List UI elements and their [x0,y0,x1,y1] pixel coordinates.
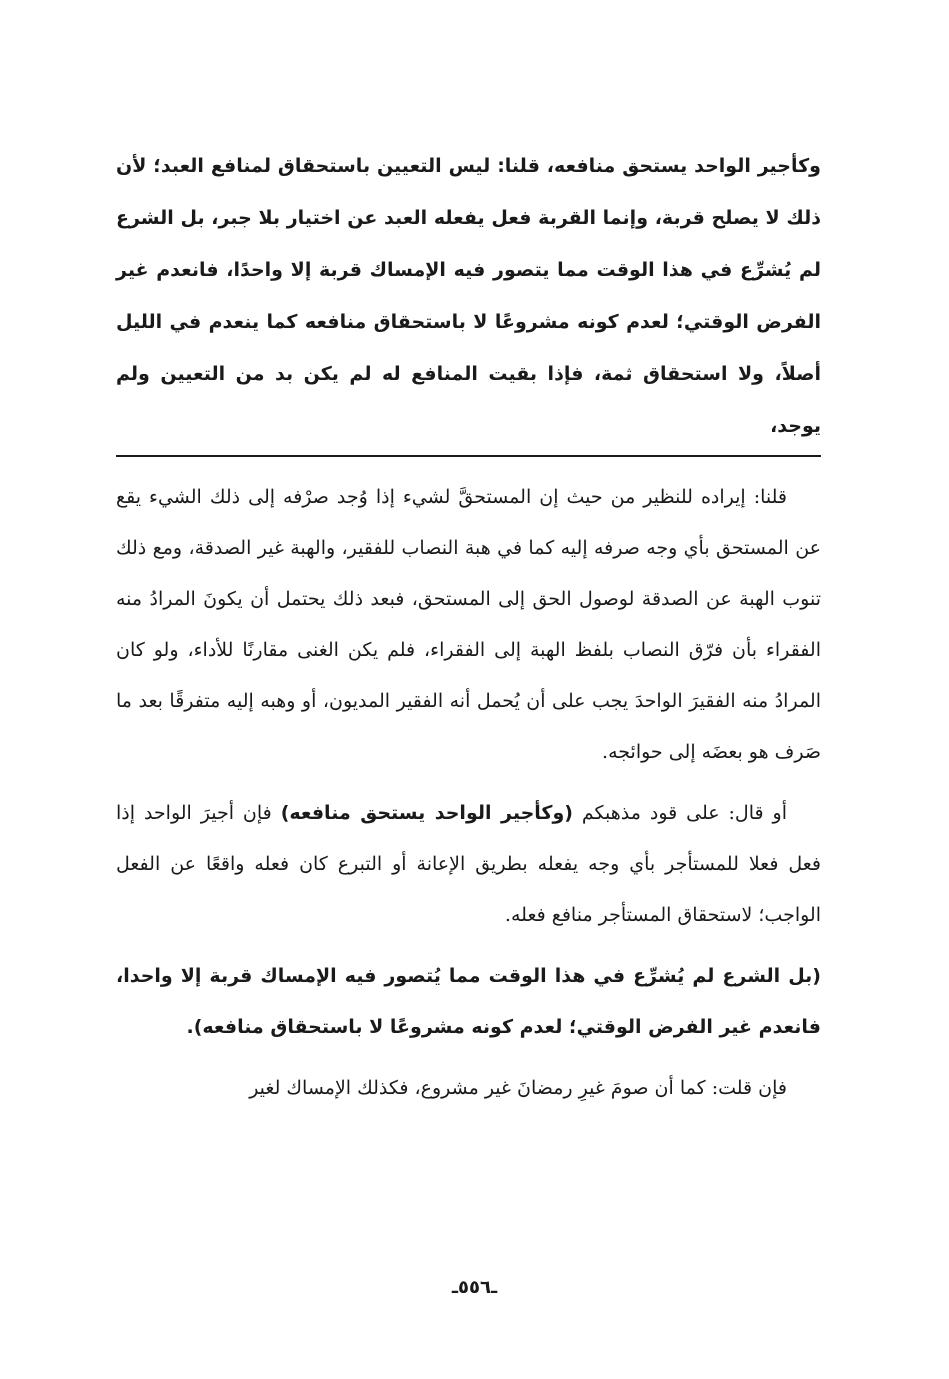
main-text-block [116,140,821,452]
commentary-paragraph-4: فإن قلت: كما أن صومَ غيرِ رمضانَ غير مشروع، فكذلك الإمساك لغير [249,1077,787,1099]
commentary-paragraph-3: (بل الشرع لم يُشرِّع في هذا الوقت مما يُتصور فيه الإمساك قربة إلا واحدا، فانعدم غير الفرض الوقتي؛ لعدم كونه مشروعًا لا باستحقاق منافعه). [116,965,821,1038]
page-number: ـ٥٥٦ـ [451,1277,498,1298]
commentary-paragraph-1: قلنا: إيراده للنظير من حيث إن المستحقَّ لشيء إذا وُجد صرْفه إلى ذلك الشيء يقع عن المستحق بأي وجه صرفه إليه كما في هبة النصاب للفقير، والهبة غير الصدقة، ومع ذلك تنوب الهبة عن الصدقة لوصول الحق إلى المستحق، فبعد ذلك يحتمل أن يكونَ المرادُ منه الفقراء بأن فرّق النصاب بلفظ الهبة إلى الفقراء، فلم يكن الغنى مقارنًا للأداء، ولو كان المرادُ منه الفقيرَ الواحدَ يجب على أن يُحمل أنه الفقير المديون، أو وهبه إليه متفرقًا بعد ما صَرف هو بعضَه إلى حوائجه. [116,486,821,763]
commentary-p2-intro: أو قال: على قود مذهبكم [581,802,787,824]
footnote-divider [116,455,821,457]
commentary-block [116,472,821,1124]
commentary-p2-quote: (وكأجير الواحد يستحق منافعه) [280,802,573,824]
commentary-p2-rest: فإن أجيرَ الواحد إذا فعل فعلا للمستأجر بأي وجه يفعله بطريق الإعانة أو التبرع كان فعله واقعًا عن الفعل الواجب؛ لاستحقاق المستأجر منافع فعله. [116,802,821,926]
commentary-paragraph-2 [116,788,821,941]
main-text-paragraph: وكأجير الواحد يستحق منافعه، قلنا: ليس التعيين باستحقاق لمنافع العبد؛ لأن ذلك لا يصلح قربة، وإنما القربة فعل يفعله العبد عن اختيار بلا جبر، بل الشرع لم يُشرِّع في هذا الوقت مما يتصور فيه الإمساك قربة إلا واحدًا، فانعدم غير الفرض الوقتي؛ لعدم كونه مشروعًا لا باستحقاق منافعه كما ينعدم في الليل أصلاً، ولا استحقاق ثمة، فإذا بقيت المنافع له لم يكن بد من التعيين ولم يوجد، [116,155,821,437]
